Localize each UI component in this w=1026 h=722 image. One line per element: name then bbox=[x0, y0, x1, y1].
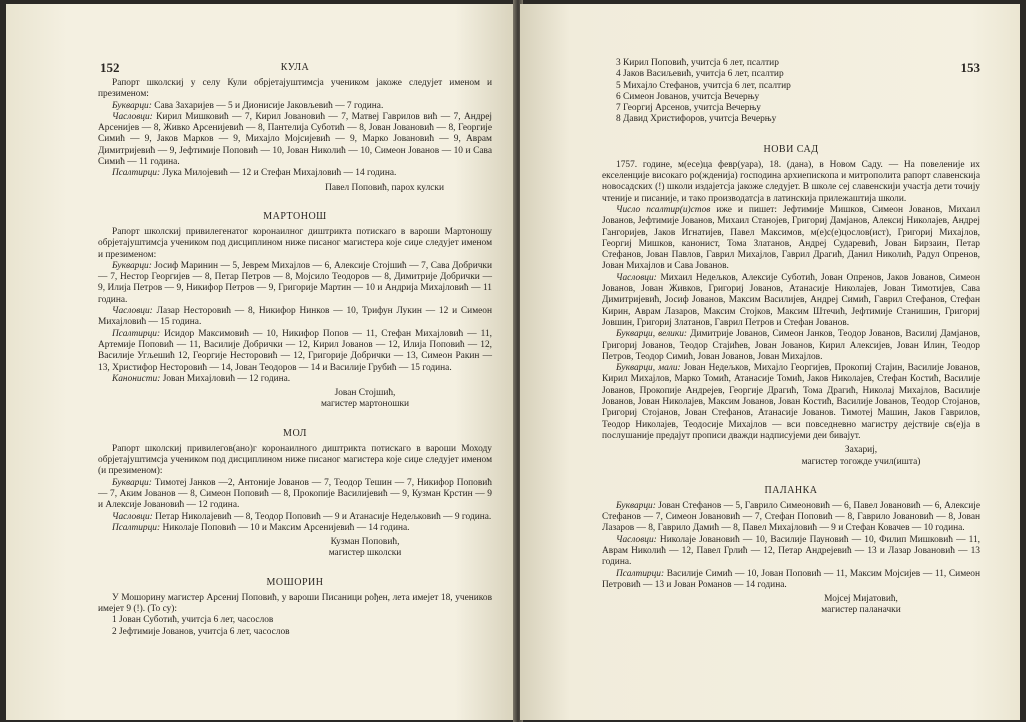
list-text: Николаје Јовановић — 10, Василије Пауновић — 10, Филип Мишковић — 11, Аврам Николић — 12, Павел Грлић — 12, Петар Андрејевић — 13 и Лазар Јовановић — 13 година. bbox=[602, 534, 980, 568]
student-list bbox=[602, 329, 980, 363]
list-text: Јован Михајловић — 12 година. bbox=[160, 373, 291, 384]
page-number-left: 152 bbox=[100, 60, 120, 75]
list-item: 3 Кирил Поповић, учитсја 6 лет, псалтир bbox=[616, 58, 779, 68]
list-text: Сава Захаријев — 5 и Дионисије Јаковљевић — 7 година. bbox=[151, 100, 384, 111]
list-item: 5 Михајло Стефанов, учитсја 6 лет, псалтир bbox=[616, 80, 791, 91]
signature-title: магистер школски bbox=[328, 548, 402, 559]
report-intro: 1757. године, м(есе)ца февр(уара), 18. (дана), в Новом Саду. — На повеленије их екселенције високаго ро(жденија) господина архиепископа и митрополита рапорт славенскија новосадских (!) школи издајетсја јакоже следујет. В школе сеј славенскији участја дети точију чтеније и писаније, и тако производатсја в латинскија прилежаштија школи. bbox=[602, 159, 980, 204]
list-item: 1 Јован Суботић, учитсја 6 лет, часослов bbox=[112, 615, 274, 626]
section-martonos bbox=[98, 211, 492, 411]
list-text: Лазар Несторовић — 8, Никифор Нинков — 10, Трифун Лукин — 12 и Симеон Михајловић — 15 година. bbox=[98, 306, 492, 328]
right-page bbox=[520, 4, 1020, 720]
student-list bbox=[98, 112, 492, 168]
list-item: 8 Давид Христифоров, учитсја Вечерњу bbox=[616, 114, 777, 125]
student-list bbox=[98, 306, 492, 329]
signature bbox=[742, 594, 980, 617]
list-label: Букварци, велики: bbox=[616, 329, 688, 340]
list-text: Јован Недељков, Михајло Георгијев, Прокопиј Стајин, Василије Јованов, Кирил Михајлов, Марко Томић, Атанасије Томић, Јаков Николајев, Стефан Костић, Василије Јованов, Прокопије Андрејев, Георгије Драгић, Тома Драгић, Николај Михајлов, Василије Јованов, Јован Николајев, Максим Јованов, Јован Костић, Василије Јованов, Теодор Стојанов, Григориј Стојанов, Јован Стефанов, Атанасије Јованов. Тимотеј Машин, Јаков Гаврилов, Теодор Николајев, Теодосије Михајлов — вси повседневно магистру дејствије св(е)ја в послушаније предајут прописи дважди надписујеми деи бивајут. bbox=[602, 363, 980, 441]
list-label: Число псалтир(и)стов bbox=[616, 204, 711, 215]
signature-name: Захариј, bbox=[844, 445, 878, 456]
list-text: Тимотеј Јанков —2, Антоније Јованов — 7, Теодор Тешин — 7, Никифор Поповић — 7, Аким Јованов — 8, Симеон Поповић — 8, Прокопије Василијевић — 9, Кузман Крстин — 9 и Алексије Јовановић — 12 година. bbox=[98, 477, 492, 511]
section-palanka bbox=[602, 485, 980, 617]
report-intro: Рапорт школскиј у селу Кули обрјетајуштимсја учеником јакоже следујет именом и презименом: bbox=[98, 78, 492, 100]
list-label: Часловци: bbox=[112, 111, 153, 122]
list-text: Лука Милојевић — 12 и Стефан Михајловић — 14 година. bbox=[160, 168, 397, 179]
student-list bbox=[98, 101, 492, 112]
list-text: Петар Николајевић — 8, Теодор Поповић — 9 и Атанасије Недељковић — 9 година. bbox=[152, 511, 492, 522]
moshorin-continued bbox=[602, 58, 980, 126]
list-label: Часловци: bbox=[112, 511, 153, 522]
signature bbox=[742, 445, 980, 468]
signature bbox=[238, 537, 492, 560]
list-label: Букварци: bbox=[112, 100, 152, 111]
signature-name: Јован Стојшић, bbox=[334, 388, 396, 399]
section-heading: МОШОРИН bbox=[266, 576, 324, 588]
report-intro: У Мошорину магистер Арсениј Поповић, у вароши Писаници рођен, лета имејет 18, учеников имејет 9 (!). (То су): bbox=[98, 592, 492, 614]
signature-title: магистер тогожде учил(ишта) bbox=[801, 456, 921, 467]
student-list bbox=[602, 569, 980, 592]
section-heading: ПАЛАНКА bbox=[764, 484, 818, 496]
student-list bbox=[602, 273, 980, 329]
list-text: Јован Стефанов — 5, Гаврило Симеоновић — 6, Павел Јовановић — 6, Алексије Стефанов — 7, Симеон Јовановић — 7, Стефан Поповић — 8, Гаврило Јовановић — 8, Јован Лазаров — 8, Гаврило Дамић — 8, Павел Михајловић — 9 и Стефан Ковачев — 10 година. bbox=[602, 500, 980, 534]
report-intro: Рапорт школскиј привилегенатог коронаилног диштрикта потискаго в вароши Мартоношу обрјетајуштимсја учеником под дисциплином ниже писаног магистера које сиџе следујет именом и презименом: bbox=[98, 226, 492, 260]
list-label: Часловци: bbox=[616, 534, 657, 545]
list-label: Букварци: bbox=[112, 260, 152, 271]
signature-title: магистер паланачки bbox=[821, 605, 901, 616]
student-list bbox=[98, 261, 492, 306]
student-list bbox=[98, 512, 492, 523]
student-list bbox=[98, 329, 492, 374]
list-label: Букварци, мали: bbox=[616, 363, 681, 374]
page-number-right: 153 bbox=[960, 60, 980, 75]
signature: Павел Поповић, парох кулски bbox=[325, 182, 444, 193]
list-item: 4 Јаков Васиљевић, учитсја 6 лет, псалтир bbox=[616, 69, 784, 80]
student-list bbox=[602, 535, 980, 569]
section-heading: МОЛ bbox=[283, 427, 307, 439]
list-label: Букварци: bbox=[616, 500, 656, 511]
list-text: Николаје Поповић — 10 и Максим Арсенијевић — 14 година. bbox=[160, 522, 410, 533]
section-novi-sad bbox=[602, 144, 980, 468]
section-mol bbox=[98, 428, 492, 560]
list-text: Исидор Максимовић — 10, Никифор Попов — 11, Стефан Михајловић — 11, Артемије Поповић — 11, Василије Добрички — 12, Кирил Јованов — 12, Илија Поповић — 12, Василије Угљешић 12, Георгије Несторовић — 12, Григорије Добрички — 13, Симеон Ракин — 13, Христифор Несторовић — 14, Јован Теодоров — 14 и Василије Грубић — 15 година. bbox=[98, 328, 492, 373]
list-text: Кирил Мишковић — 7, Кирил Јовановић — 7, Матвеј Гаврилов вић — 7, Андреј Арсенијев — 8, Живко Арсенијевић — 8, Пантелија Суботић — 8, Јован Јовановић — 8, Георгије Симић — 9, Јаков Марков — 9, Михајло Мојсијевић — 9, Марко Јовановић — 9, Аврам Димитријевић — 9, Јефтимије Поповић — 10, Јован Николић — 10, Симеон Јованов — 10 и Сава Симић — 11 година. bbox=[98, 111, 492, 168]
section-heading: МАРТОНОШ bbox=[263, 210, 327, 222]
list-label: Псалтирци: bbox=[112, 168, 161, 179]
report-intro: Рапорт школскиј привилегов(ано)г коронаилного диштрикта потискаго в вароши Моходу обрјетајуштимсја учеником под дисциплином ниже писаног магистера које сиџе следујет именом (и презименом): bbox=[98, 443, 492, 477]
list-item: 6 Симеон Јованов, учитсја Вечерњу bbox=[616, 91, 760, 102]
student-list bbox=[602, 501, 980, 535]
list-label: Канонисти: bbox=[112, 373, 161, 384]
list-item: 2 Јефтимије Јованов, учитсја 6 лет, часослов bbox=[112, 626, 290, 637]
section-kula bbox=[98, 62, 492, 194]
student-list bbox=[602, 363, 980, 442]
student-list bbox=[98, 478, 492, 512]
signature-name: Мојсеј Мијатовић, bbox=[824, 594, 898, 605]
list-label: Псалтирци: bbox=[112, 522, 161, 533]
student-list bbox=[98, 374, 492, 385]
section-heading: КУЛА bbox=[280, 62, 310, 73]
left-page bbox=[6, 4, 516, 720]
signature-title: магистер мартоношки bbox=[320, 399, 410, 410]
section-heading: НОВИ САД bbox=[763, 143, 819, 155]
student-list bbox=[98, 523, 492, 534]
student-list bbox=[98, 168, 492, 179]
list-label: Псалтирци: bbox=[112, 328, 161, 339]
list-text: Димитрије Јованов, Симеон Јанков, Теодор Јованов, Василиј Дамјанов, Григориј Јованов, Теодор Стајићев, Јован Јованов, Кирил Алексијев, Јован Илин, Теодор Петров, Теодор Симић, Јован Јованов, Јован Михајлов. bbox=[602, 329, 980, 362]
list-text: иже и пишет: Јефтимије Мишков, Симеон Јованов, Михаил Јованов, Јефтимије Јованов, Михаил Станојев, Григориј Дамјанов, Алексиј Николајев, Андреј Гангоријев, Јаков Игнатијев, Павел Максимов, м(е)с(е)цослов(ист), Григориј Михајлов, Георгиј Мишков, канонист, Тома Златанов, Андреј Сударевић, Јован Бирзаин, Петар Стефанов, Јован Павлов, Гаврил Михајлов, Гаврил Драгић, Данил Николић, Радул Опренов, Јован Михајлов и Сава Јованов. bbox=[602, 204, 981, 272]
student-list bbox=[602, 205, 980, 273]
signature bbox=[238, 388, 492, 411]
list-text: Јосиф Маринин — 5, Јеврем Михајлов — 6, Алексије Стојшић — 7, Сава Добрички — 7, Нестор Георгијев — 8, Петар Петров — 8, Мојсило Теодоров — 8, Димитрије Добрички — 9, Илија Петров — 9, Никифор Петров — 9, Григорије Мартин — 10 и Андрија Михајловић — 11 година. bbox=[98, 260, 492, 305]
list-label: Псалтирци: bbox=[616, 568, 665, 579]
list-item: 7 Георгиј Арсенов, учитсја Вечерњу bbox=[616, 103, 761, 114]
list-label: Часловци: bbox=[112, 306, 153, 317]
list-label: Часловци: bbox=[616, 272, 657, 283]
list-text: Василије Симић — 10, Јован Поповић — 11, Максим Мојсијев — 11, Симеон Петровић — 13 и Јован Романов — 14 година. bbox=[602, 568, 980, 590]
list-text: Михаил Недељков, Алексије Суботић, Јован Опренов, Јаков Јованов, Симеон Јованов, Јован Живков, Григориј Јованов, Атанасије Николајев, Јован Тимотијев, Сава Димитријевић, Јосиф Јованов, Максим Василијев, Андреј Симић, Гаврил Стефанов, Стефан Кирин, Аврам Лазаров, Максим Стојков, Максим Штечић, Јефтимије Станишин, Григориј Јовшин, Григориј Златанов, Гаврил Петров и Стефан Јованов. bbox=[602, 272, 980, 328]
signature-name: Кузман Поповић, bbox=[330, 537, 400, 548]
list-label: Букварци: bbox=[112, 477, 152, 488]
section-moshorin bbox=[98, 577, 492, 638]
